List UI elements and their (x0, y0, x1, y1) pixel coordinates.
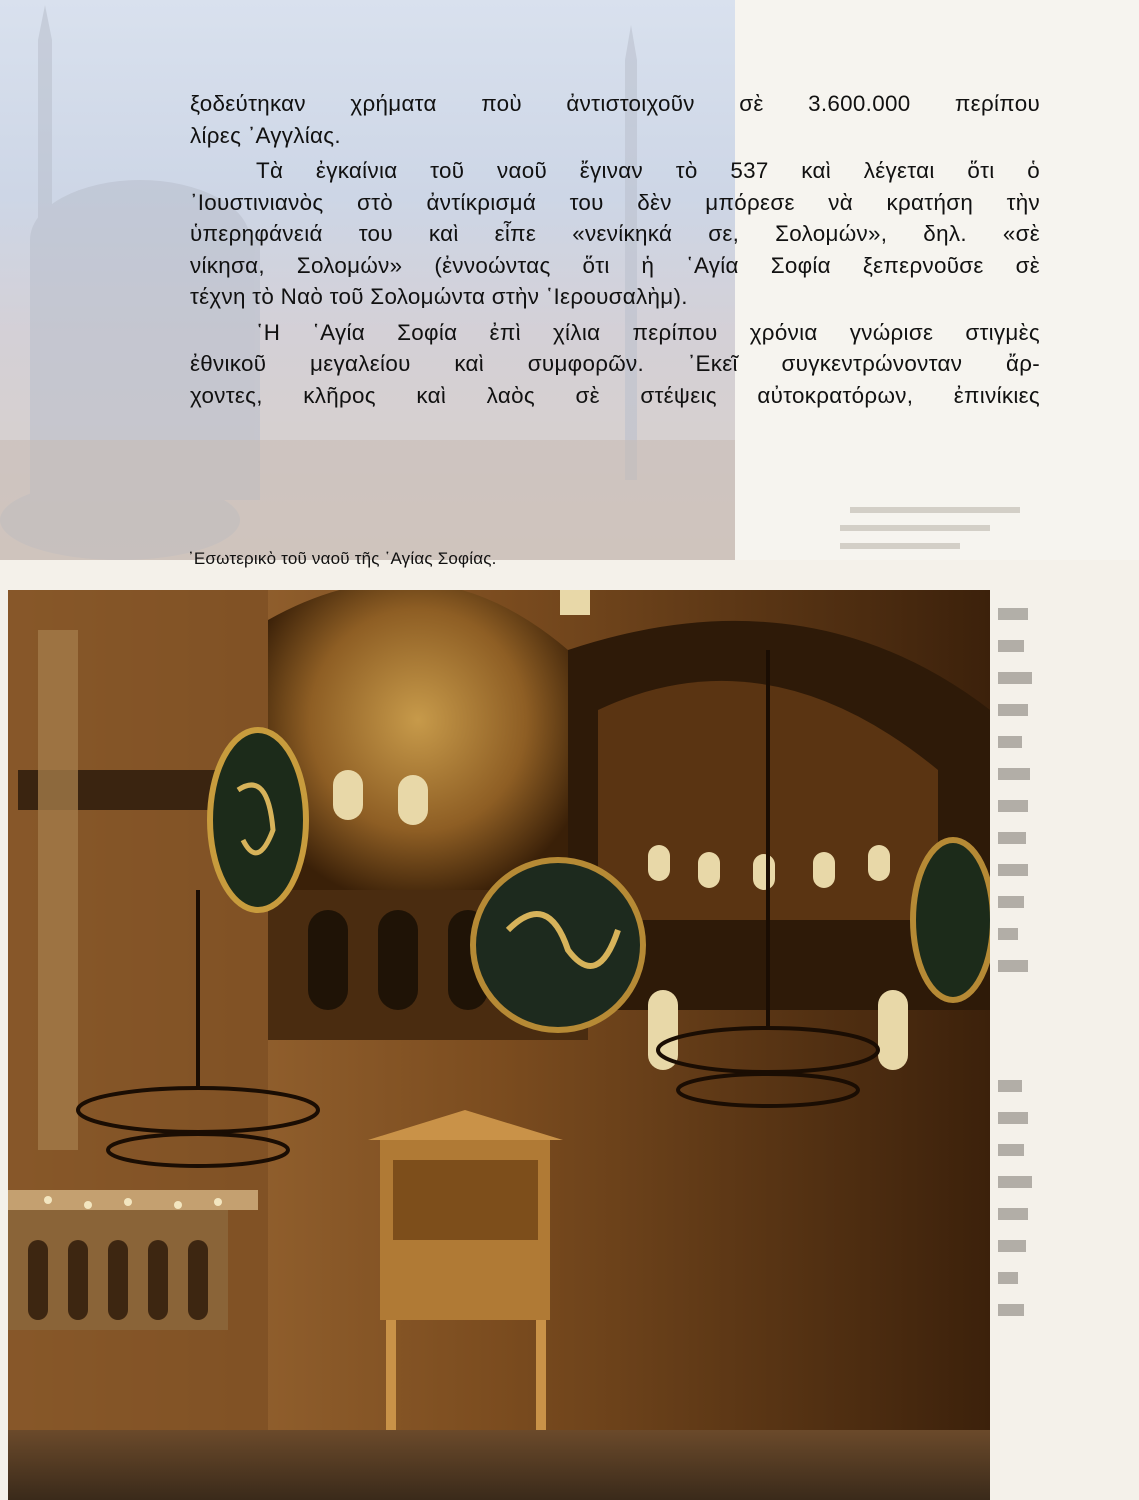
paragraph-1 (190, 88, 1040, 151)
text-line: ἐθνικοῦ μεγαλείου καὶ συμφορῶν. ᾽Εκεῖ συγκεντρώνονταν ἄρ- (190, 351, 1040, 376)
bleed-through-text (840, 500, 1080, 563)
article-body (190, 88, 1040, 411)
text-line: Τὰ ἐγκαίνια τοῦ ναοῦ ἔγιναν τὸ 537 καὶ λέγεται ὅτι ὁ (256, 158, 1040, 183)
bleed-through-marks (840, 500, 1080, 560)
photo-caption: ᾽Εσωτερικὸ τοῦ ναοῦ τῆς ῾Αγίας Σοφίας. (188, 549, 497, 568)
adjacent-page-edge (992, 600, 1139, 1360)
text-line: ὑπερηφάνειά του καὶ εἶπε «νενίκηκά σε, Σολομών», δηλ. «σὲ (190, 221, 1040, 246)
interior-photo-hagia-sophia (8, 590, 990, 1500)
text-line: ᾽Ιουστινιανὸς στὸ ἀντίκρισμά του δὲν μπόρεσε νὰ κρατήση τὴν (190, 189, 1040, 215)
paragraph-2 (190, 155, 1040, 313)
interior-photo-illustration (8, 590, 990, 1500)
text-line: τέχνη τὸ Ναὸ τοῦ Σολομώντα στὴν ῾Ιερουσαλὴμ). (190, 284, 688, 309)
text-line: ξοδεύτηκαν χρήματα ποὺ ἀντιστοιχοῦν σὲ 3.600.000 περίπου (190, 91, 1040, 116)
text-line: νίκησα, Σολομών» (ἐννοώντας ὅτι ἡ ῾Αγία Σοφία ξεπερνοῦσε σὲ (190, 252, 1040, 278)
text-line: λίρες ᾽Αγγλίας. (190, 122, 341, 148)
adjacent-page-marks (992, 600, 1139, 1360)
paragraph-3 (190, 317, 1040, 412)
text-line: ῾Η ῾Αγία Σοφία ἐπὶ χίλια περίπου χρόνια γνώρισε στιγμὲς (256, 319, 1040, 345)
text-line: χοντες, κλῆρος καὶ λαὸς σὲ στέψεις αὐτοκρατόρων, ἐπινίκιες (190, 382, 1040, 408)
